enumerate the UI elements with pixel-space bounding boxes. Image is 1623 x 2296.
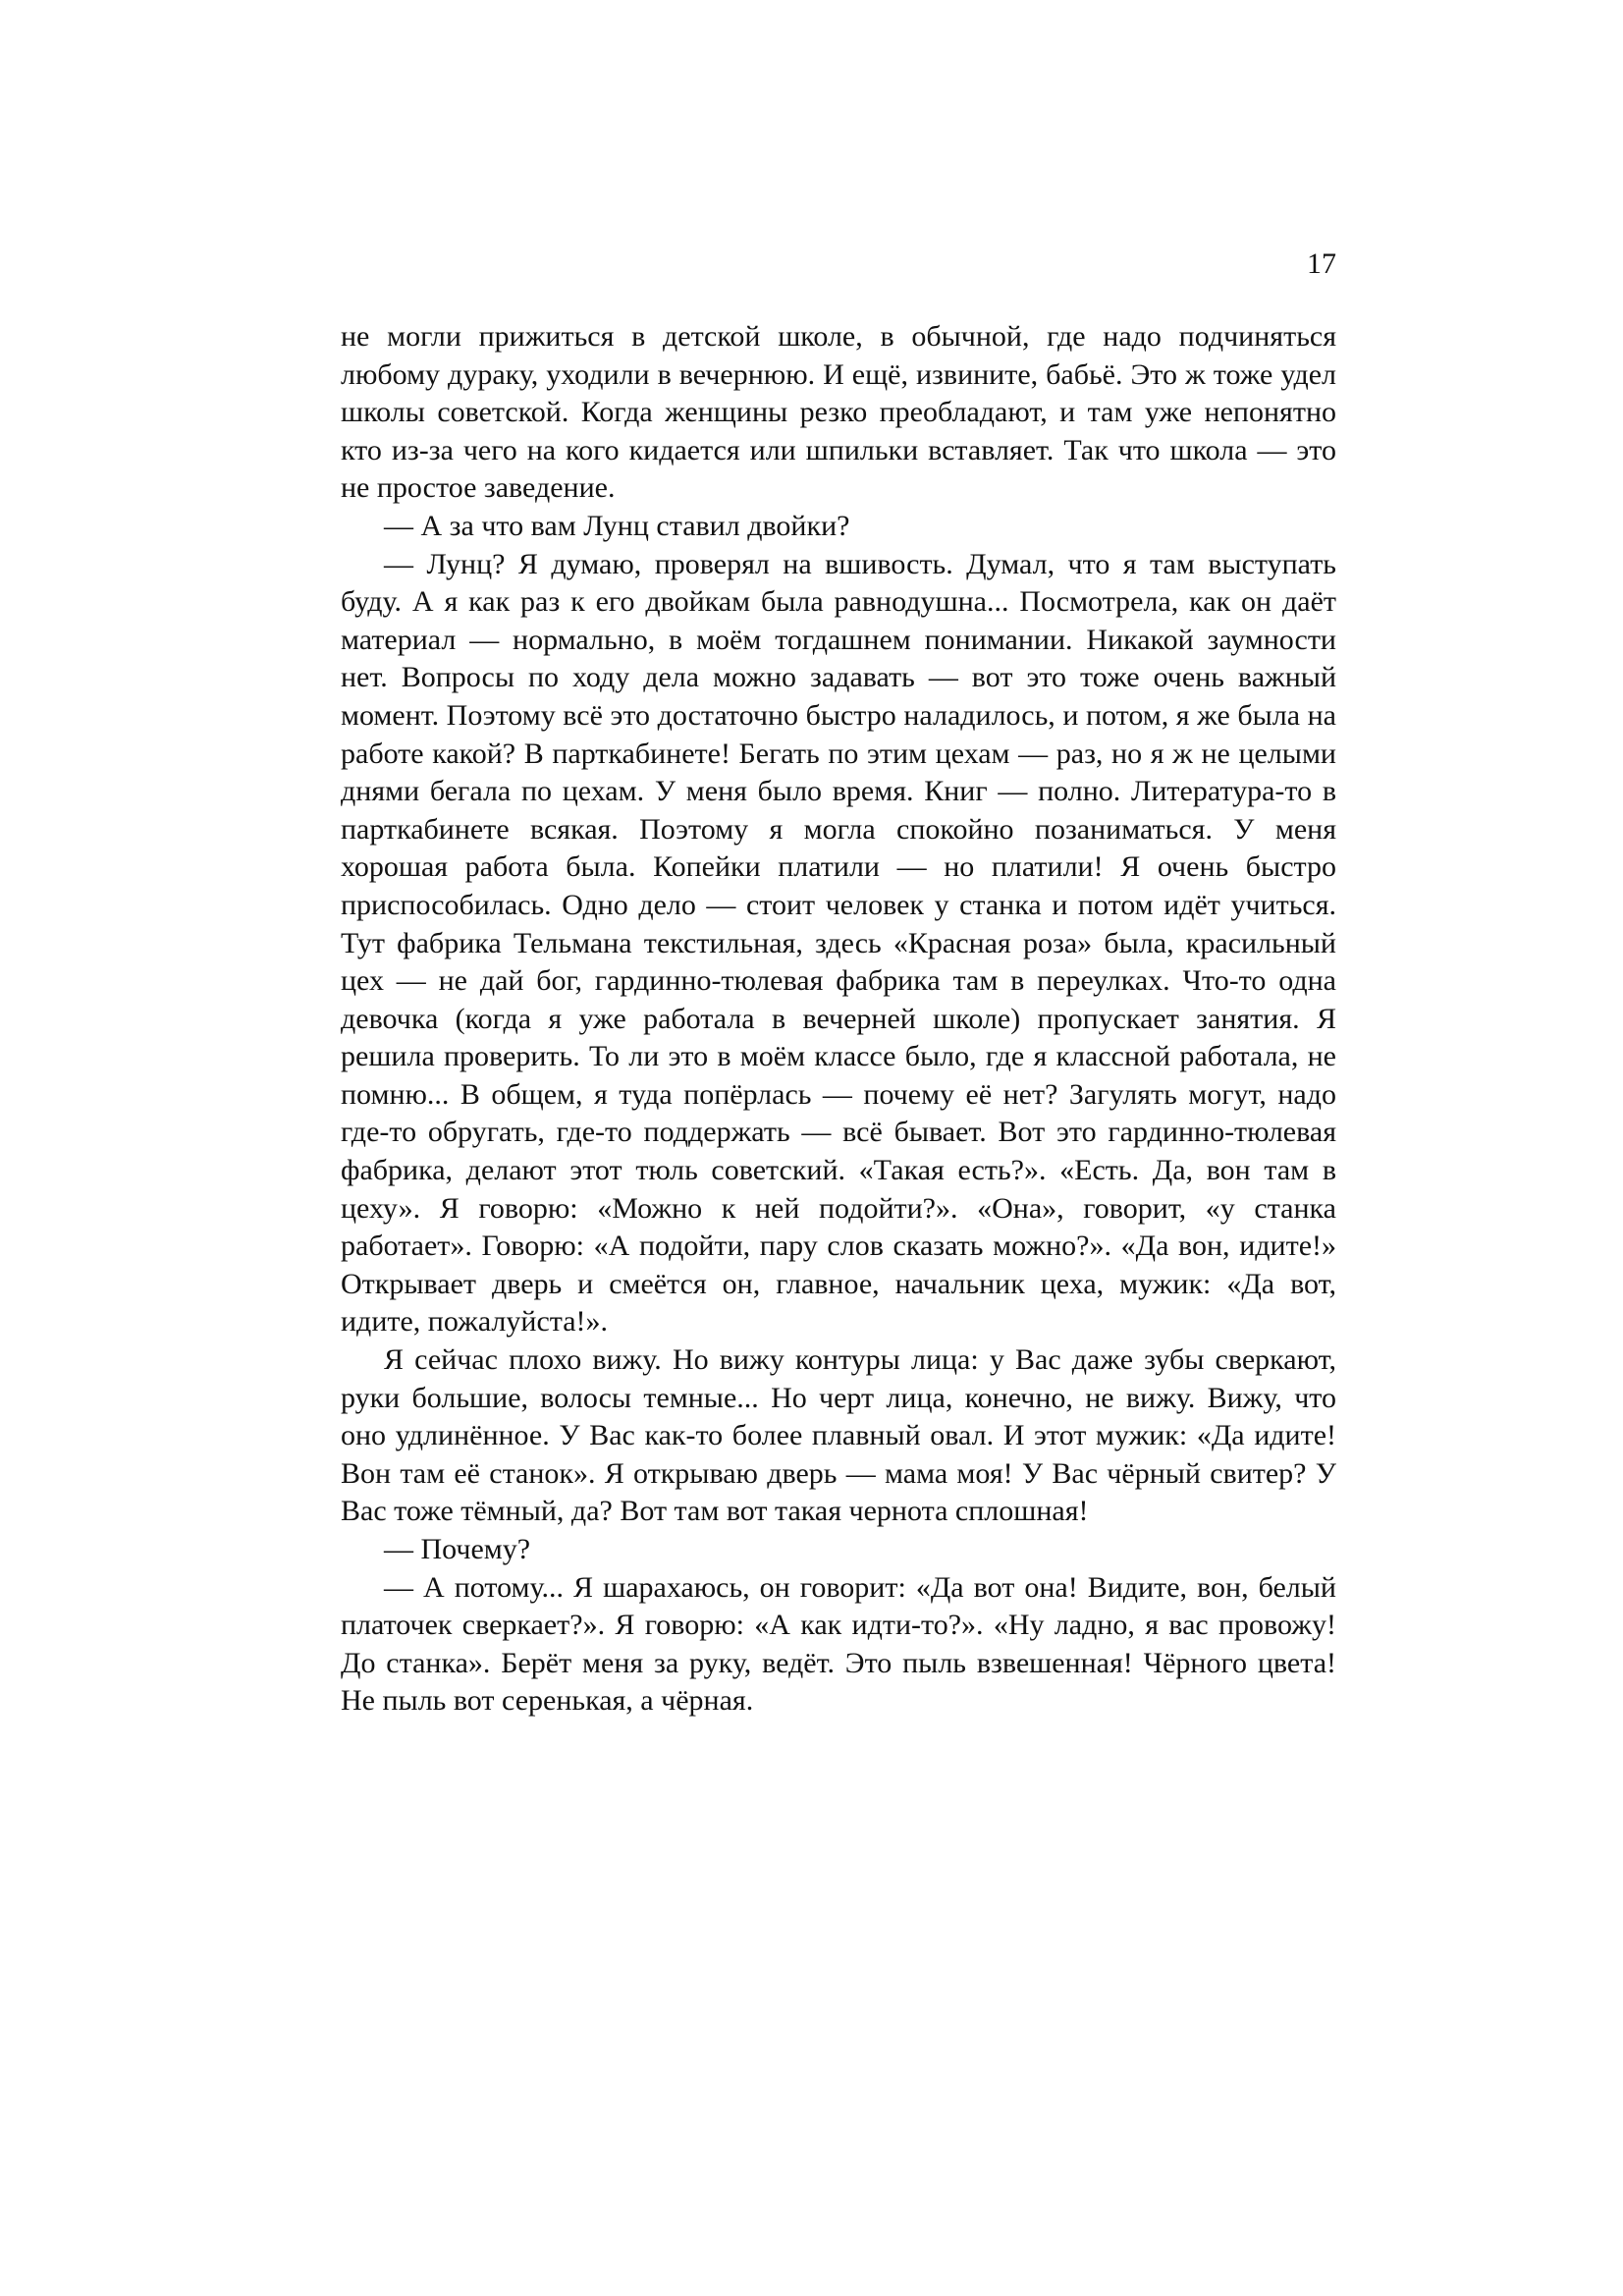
page-number: 17 <box>1307 247 1336 280</box>
page-text-block <box>341 318 1336 1721</box>
paragraph-dialogue-answer: — Лунц? Я думаю, проверял на вшивость. Думал, что я там выступать буду. А я как раз к его двойкам была равнодушна... Посмотрела, как он даёт материал — нормально, в моём тогдашнем понимании. Никакой заумности нет. Вопросы по ходу дела можно задавать — вот это тоже очень важный момент. Поэтому всё это достаточно быстро наладилось, и потом, я же была на работе какой? В парткабинете! Бегать по этим цехам — раз, но я ж не целыми днями бегала по цехам. У меня было время. Книг — полно. Литература-то в парткабинете всякая. Поэтому я могла спокойно позаниматься. У меня хорошая работа была. Копейки платили — но платили! Я очень быстро приспособилась. Одно дело — стоит человек у станка и потом идёт учиться. Тут фабрика Тельмана текстильная, здесь «Красная роза» была, красильный цех — не дай бог, гардинно-тюлевая фабрика там в переулках. Что-то одна девочка (когда я уже работала в вечерней школе) пропускает занятия. Я решила проверить. То ли это в моём классе было, где я классной работала, не помню... В общем, я туда попёрлась — почему её нет? Загулять могут, надо где-то обругать, где-то поддержать — всё бывает. Вот это гардинно-тюлевая фабрика, делают этот тюль советский. «Такая есть?». «Есть. Да, вон там в цеху». Я говорю: «Можно к ней подойти?». «Она», говорит, «у станка работает». Говорю: «А подойти, пару слов сказать можно?». «Да вон, идите!» Открывает дверь и смеётся он, главное, начальник цеха, мужик: «Да вот, идите, пожалуйста!». <box>341 547 1336 1339</box>
paragraph-dialogue-why: — Почему? <box>384 1533 531 1565</box>
paragraph-dialogue-because: — А потому... Я шарахаюсь, он говорит: «Да вот она! Видите, вон, белый платочек сверкает?». Я говорю: «А как идти-то?». «Ну ладно, я вас провожу! До станка». Берёт меня за руку, ведёт. Это пыль взвешенная! Чёрного цвета! Не пыль вот серенькая, а чёрная. <box>341 1570 1336 1718</box>
paragraph-narration: Я сейчас плохо вижу. Но вижу контуры лица: у Вас даже зубы сверкают, руки большие, волосы темные... Но черт лица, конечно, не вижу. Вижу, что оно удлинённое. У Вас как-то более плавный овал. И этот мужик: «Да идите! Вон там её станок». Я открываю дверь — мама моя! У Вас чёрный свитер? У Вас тоже тёмный, да? Вот там вот такая чернота сплошная! <box>341 1343 1336 1528</box>
paragraph-continuation: не могли прижиться в детской школе, в обычной, где надо подчиняться любому дураку, уходили в вечернюю. И ещё, извините, бабьё. Это ж тоже удел школы советской. Когда женщины резко преобладают, и там уже непонятно кто из-за чего на кого кидается или шпильки вставляет. Так что школа — это не простое заведение. <box>341 320 1336 505</box>
paragraph-dialogue-question: — А за что вам Лунц ставил двойки? <box>384 509 850 542</box>
